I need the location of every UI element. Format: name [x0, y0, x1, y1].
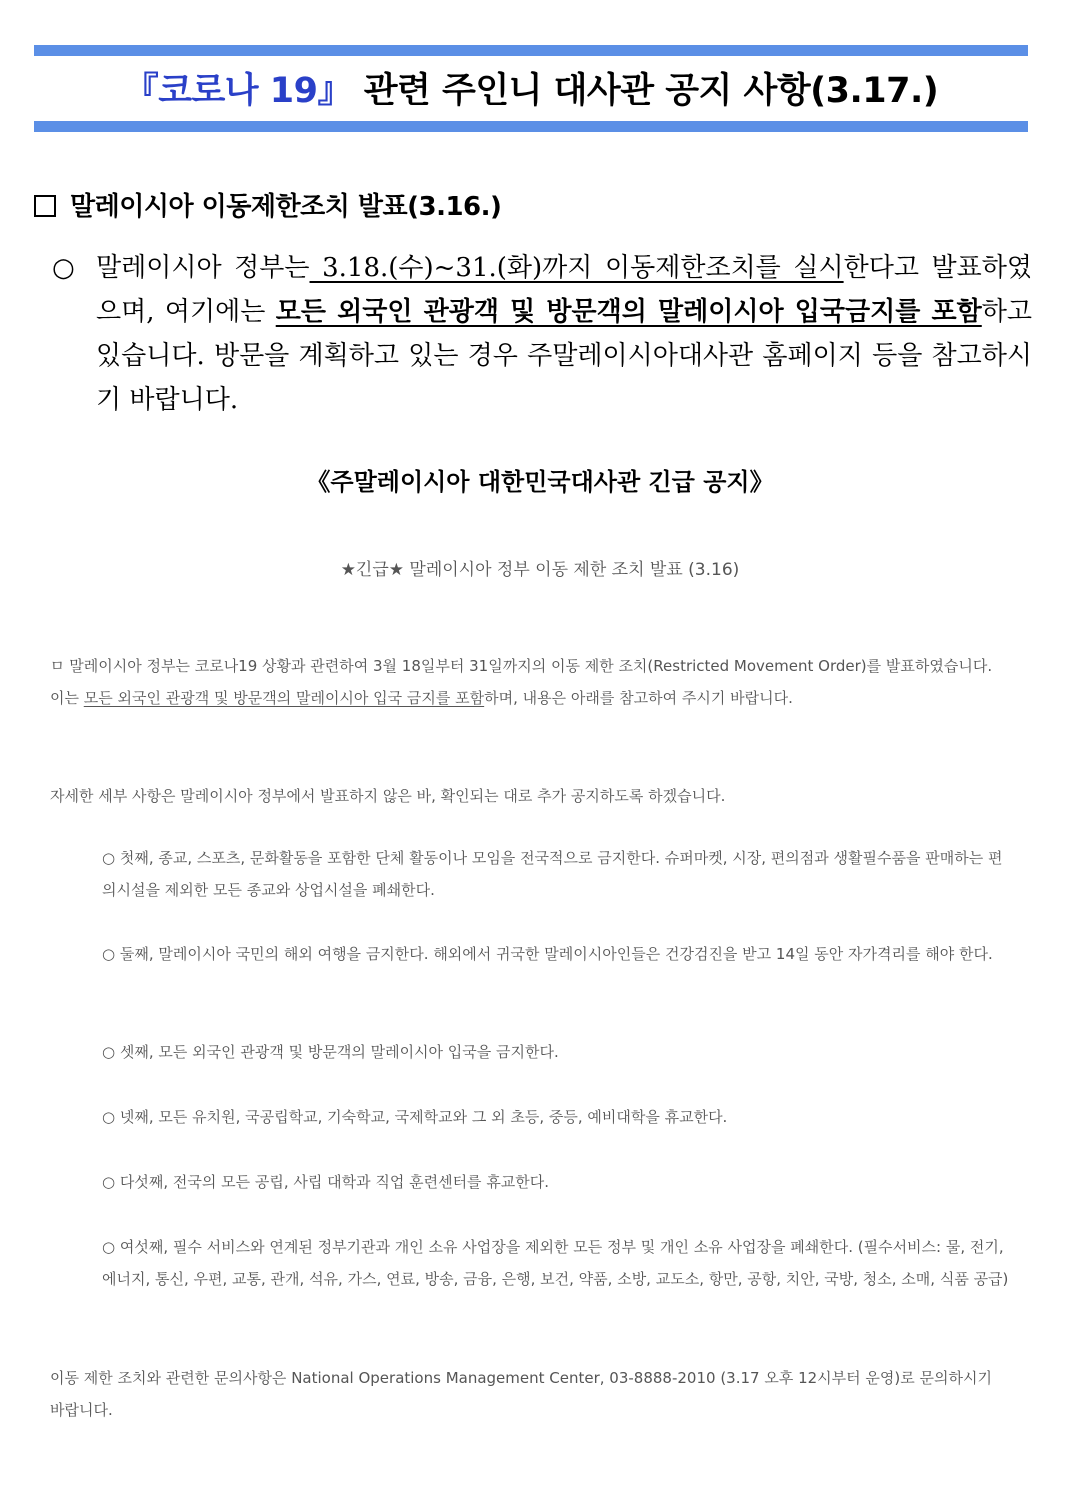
notice-intro-b: 하며, 내용은 아래를 참고하여 주시기 바랍니다.: [484, 689, 793, 707]
summary-part-1: 말레이시아 정부는: [96, 253, 310, 283]
measure-item-6: ○ 여섯째, 필수 서비스와 연계된 정부기관과 개인 소유 사업장을 제외한 모든 정부 및 개인 소유 사업장을 폐쇄한다. (필수서비스: 물, 전기, 에너지, 통신, 우편, 교통, 관개, 석유, 가스, 연료, 방송, 금융, 은행, 보건, 약품, 소방, 교도소, 항만, 공항, 치안, 국방, 청소, 소매, 식품 공급): [102, 1238, 1009, 1288]
summary-text: [96, 246, 1032, 422]
measure-item-4: ○ 넷째, 모든 유치원, 국공립학교, 기숙학교, 국제학교와 그 외 초등, 중등, 예비대학을 휴교한다.: [102, 1108, 728, 1126]
page-title-rest: 관련 주인니 대사관 공지 사항(3.17.): [352, 71, 939, 111]
page-title: [34, 63, 1028, 113]
summary-underline-dates: 3.18.(수)~31.(화)까지 이동제한조치를 실시: [309, 253, 844, 283]
notice-intro-underlined: 모든 외국인 관광객 및 방문객의 말레이시아 입국 금지를 포함: [83, 689, 485, 707]
summary-underline-ban: 모든 외국인 관광객 및 방문객의 말레이시아 입국금지를 포함: [275, 297, 982, 327]
summary-paragraph: [52, 246, 1032, 422]
notice-intro: [50, 650, 1010, 714]
header-rule-bottom: [34, 121, 1028, 132]
embassy-notice-title: 《주말레이시아 대한민국대사관 긴급 공지》: [306, 467, 774, 496]
measure-item-3: ○ 셋째, 모든 외국인 관광객 및 방문객의 말레이시아 입국을 금지한다.: [102, 1043, 559, 1061]
section-heading-text: 말레이시아 이동제한조치 발표(3.16.): [70, 192, 502, 222]
checkbox-square-icon: [34, 195, 56, 217]
page-title-accent: 『코로나 19』: [123, 71, 353, 111]
notice-detail: 자세한 세부 사항은 말레이시아 정부에서 발표하지 않은 바, 확인되는 대로 추가 공지하도록 하겠습니다.: [50, 787, 726, 805]
measure-item-2: ○ 둘째, 말레이시아 국민의 해외 여행을 금지한다. 해외에서 귀국한 말레이시아인들은 건강검진을 받고 14일 동안 자가격리를 해야 한다.: [102, 945, 993, 963]
urgent-notice-heading: ★긴급★ 말레이시아 정부 이동 제한 조치 발표 (3.16): [340, 560, 740, 580]
measure-item-5: ○ 다섯째, 전국의 모든 공립, 사립 대학과 직업 훈련센터를 휴교한다.: [102, 1173, 550, 1191]
notice-intro-a: ㅁ 말레이시아 정부는 코로나19 상황과 관련하여 3월 18일부터 31일까지의 이동 제한 조치(Restricted Movement Order)를 발표하였습니다. 이는: [50, 657, 993, 707]
contact-info: 이동 제한 조치와 관련한 문의사항은 National Operations Management Center, 03-8888-2010 (3.17 오후 12시부터 운영)로 문의하시기 바랍니다.: [50, 1369, 992, 1419]
section-heading: [34, 186, 501, 223]
summary-part-3: 한다고 발표하였으며, 여기에는: [96, 253, 1032, 327]
measure-item-1: ○ 첫째, 종교, 스포츠, 문화활동을 포함한 단체 활동이나 모임을 전국적으로 금지한다. 슈퍼마켓, 시장, 편의점과 생활필수품을 판매하는 편의시설을 제외한 모든 종교와 상업시설을 폐쇄한다.: [102, 849, 1003, 899]
circle-bullet-icon: ○: [52, 253, 75, 283]
header-rule-top: [34, 45, 1028, 56]
summary-part-5: 하고 있습니다. 방문을 계획하고 있는 경우 주말레이시아대사관 홈페이지 등을 참고하시기 바랍니다.: [96, 297, 1032, 415]
